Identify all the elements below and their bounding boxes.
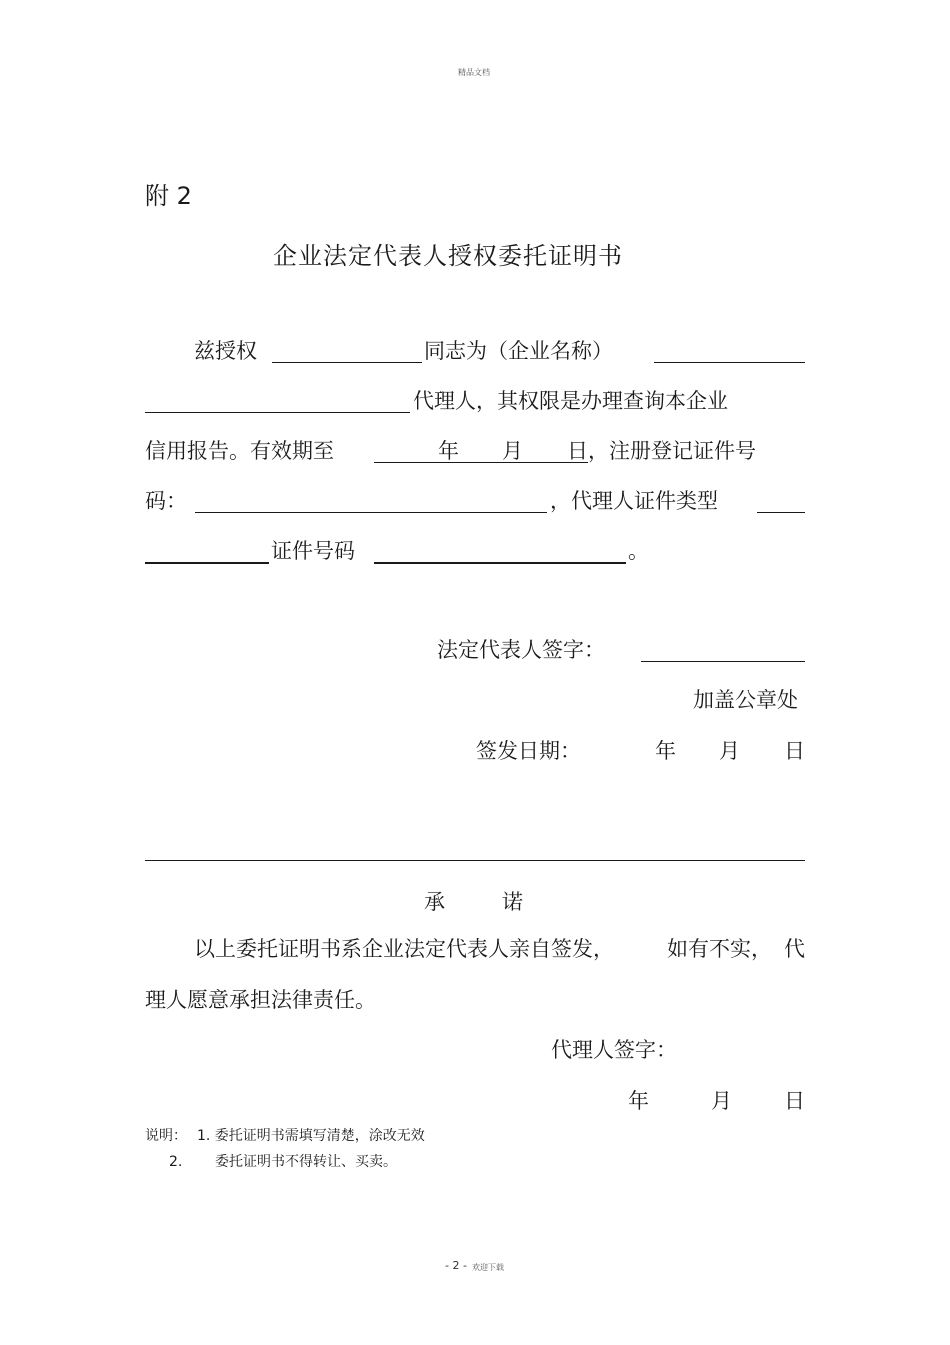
p3-year: 年 [438,439,459,463]
agent-id-number-blank[interactable] [374,562,626,564]
agent-id-type-blank-1[interactable] [757,512,805,513]
pledge-line1-c: 代 [784,937,805,961]
p3-month: 月 [502,439,523,463]
p5-end: 。 [628,539,649,563]
p3-suffix: ，注册登记证件号 [588,439,756,463]
notes-item-2-number: 2. [169,1154,183,1170]
pledge-date-year: 年 [628,1089,649,1113]
valid-until-blank[interactable] [374,462,588,463]
seal-label: 加盖公章处 [693,688,798,712]
legal-rep-sign-blank[interactable] [641,661,805,662]
p4-mid: ，代理人证件类型 [550,489,718,513]
footer-mark: 欢迎下载 [472,1263,504,1272]
pledge-line1-a: 以上委托证明书系企业法定代表人亲自签发， [194,937,614,961]
notes-label: 说明： [145,1128,187,1144]
company-name-blank-2[interactable] [145,412,410,413]
section-divider [145,860,805,861]
p4-prefix: 码： [145,489,187,513]
notes-item-1: 1. 委托证明书需填写清楚，涂改无效 [197,1128,425,1144]
pledge-title-char-1: 承 [424,890,445,914]
legal-rep-sign-label: 法定代表人签字： [437,638,605,662]
pledge-date-day: 日 [784,1089,805,1113]
p2-text: 代理人，其权限是办理查询本企业 [413,389,728,413]
company-name-blank-1[interactable] [654,362,805,363]
agent-sign-label: 代理人签字： [551,1038,677,1062]
p1-prefix: 兹授权 [194,339,257,363]
p3-day: 日 [567,439,588,463]
notes-item-2-text: 委托证明书不得转让、买卖。 [215,1154,397,1170]
issue-date-year: 年 [655,739,676,763]
agent-id-type-blank-2[interactable] [145,562,269,564]
pledge-line1-b: 如有不实， [667,937,772,961]
registration-number-blank[interactable] [195,512,547,513]
issue-date-day: 日 [784,739,805,763]
document-title: 企业法定代表人授权委托证明书 [273,242,623,270]
pledge-date-month: 月 [711,1089,732,1113]
p1-mid: 同志为（企业名称） [424,339,613,363]
issue-date-label: 签发日期： [476,739,581,763]
pledge-line2: 理人愿意承担法律责任。 [145,988,376,1012]
authorized-person-blank[interactable] [272,362,422,363]
p5-mid: 证件号码 [271,539,355,563]
p3-prefix: 信用报告。有效期至 [145,439,334,463]
attachment-label: 附 2 [145,182,192,210]
page-number: - 2 - [445,1259,467,1272]
issue-date-month: 月 [719,739,740,763]
pledge-title-char-2: 诺 [502,890,523,914]
header-mark: 精品文档 [458,68,490,77]
